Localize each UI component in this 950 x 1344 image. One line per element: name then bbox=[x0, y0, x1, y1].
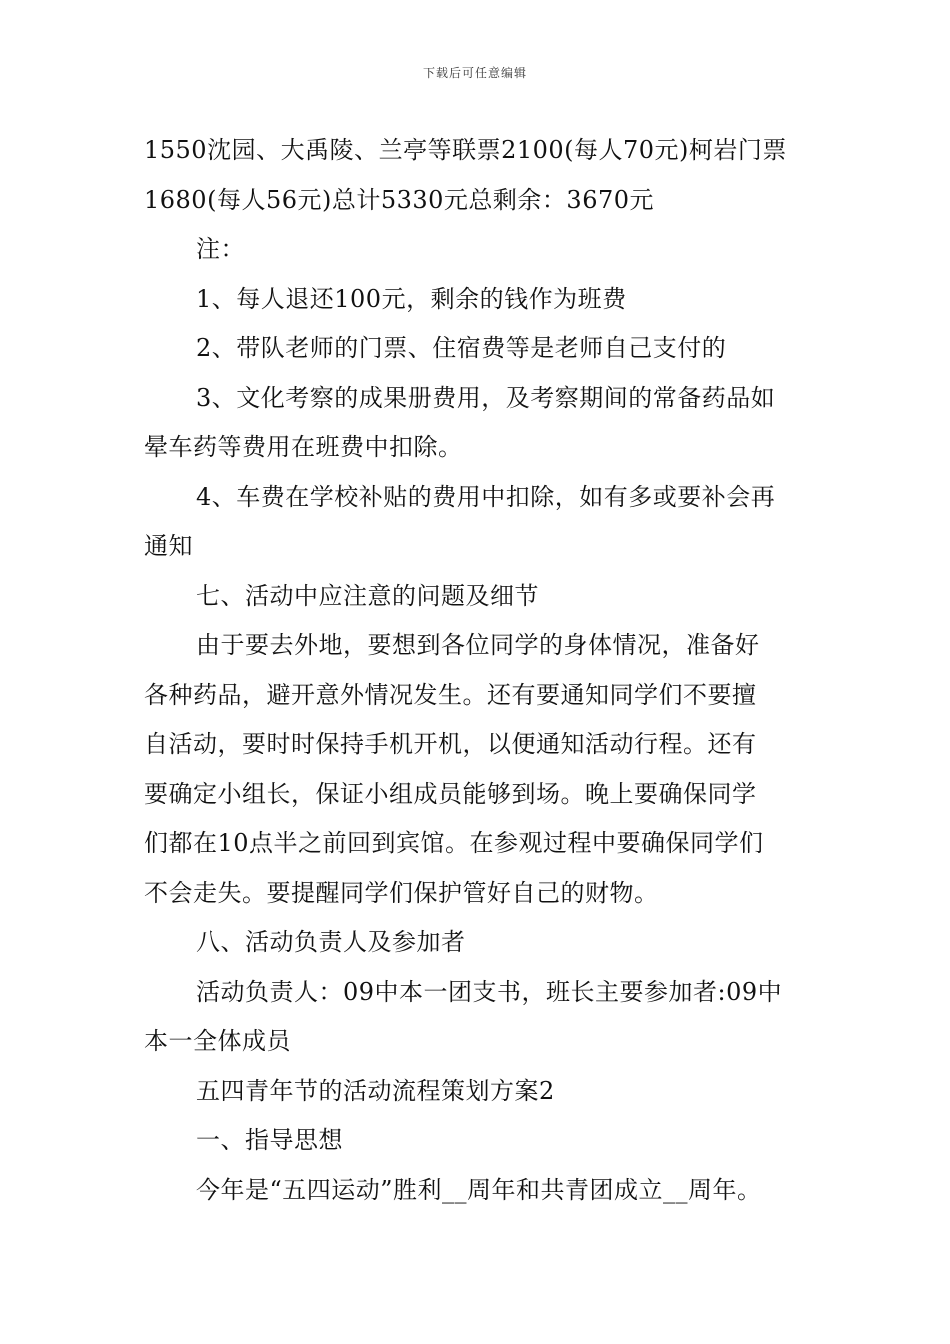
paragraph-line: 自活动，要时时保持手机开机，以便通知活动行程。还有 bbox=[144, 730, 757, 758]
section-heading-1: 一、指导思想 bbox=[196, 1126, 343, 1154]
text-line: 1680(每人56元)总计5330元总剩余：3670元 bbox=[144, 185, 654, 214]
section-heading-7: 七、活动中应注意的问题及细节 bbox=[196, 581, 539, 610]
note-item-1: 1、每人退还100元，剩余的钱作为班费 bbox=[196, 284, 627, 313]
paragraph-line: 今年是“五四运动”胜利__周年和共青团成立__周年。 bbox=[196, 1175, 762, 1204]
paragraph-line: 各种药品，避开意外情况发生。还有要通知同学们不要擅 bbox=[144, 680, 757, 709]
paragraph-line: 活动负责人：09中本一团支书，班长主要参加者:09中 bbox=[196, 977, 783, 1006]
document-body bbox=[144, 126, 810, 1215]
document-title: 五四青年节的活动流程策划方案2 bbox=[196, 1076, 555, 1105]
note-item-2: 2、带队老师的门票、住宿费等是老师自己支付的 bbox=[196, 334, 727, 362]
paragraph-line: 由于要去外地，要想到各位同学的身体情况，准备好 bbox=[196, 631, 760, 659]
note-heading: 注： bbox=[196, 235, 245, 263]
section-heading-8: 八、活动负责人及参加者 bbox=[196, 928, 466, 956]
text-line: 晕车药等费用在班费中扣除。 bbox=[144, 433, 463, 461]
paragraph-line: 不会走失。要提醒同学们保护管好自己的财物。 bbox=[144, 878, 659, 907]
note-item-4: 4、车费在学校补贴的费用中扣除，如有多或要补会再 bbox=[196, 482, 776, 511]
page-header-note: 下载后可任意编辑 bbox=[422, 66, 527, 80]
paragraph-line: 们都在10点半之前回到宾馆。在参观过程中要确保同学们 bbox=[144, 829, 764, 857]
text-line: 1550沈园、大禹陵、兰亭等联票2100(每人70元)柯岩门票 bbox=[144, 136, 787, 164]
text-line: 通知 bbox=[144, 532, 193, 560]
paragraph-line: 本一全体成员 bbox=[144, 1027, 291, 1055]
paragraph-line: 要确定小组长，保证小组成员能够到场。晚上要确保同学 bbox=[144, 779, 757, 808]
note-item-3: 3、文化考察的成果册费用，及考察期间的常备药品如 bbox=[196, 383, 776, 412]
